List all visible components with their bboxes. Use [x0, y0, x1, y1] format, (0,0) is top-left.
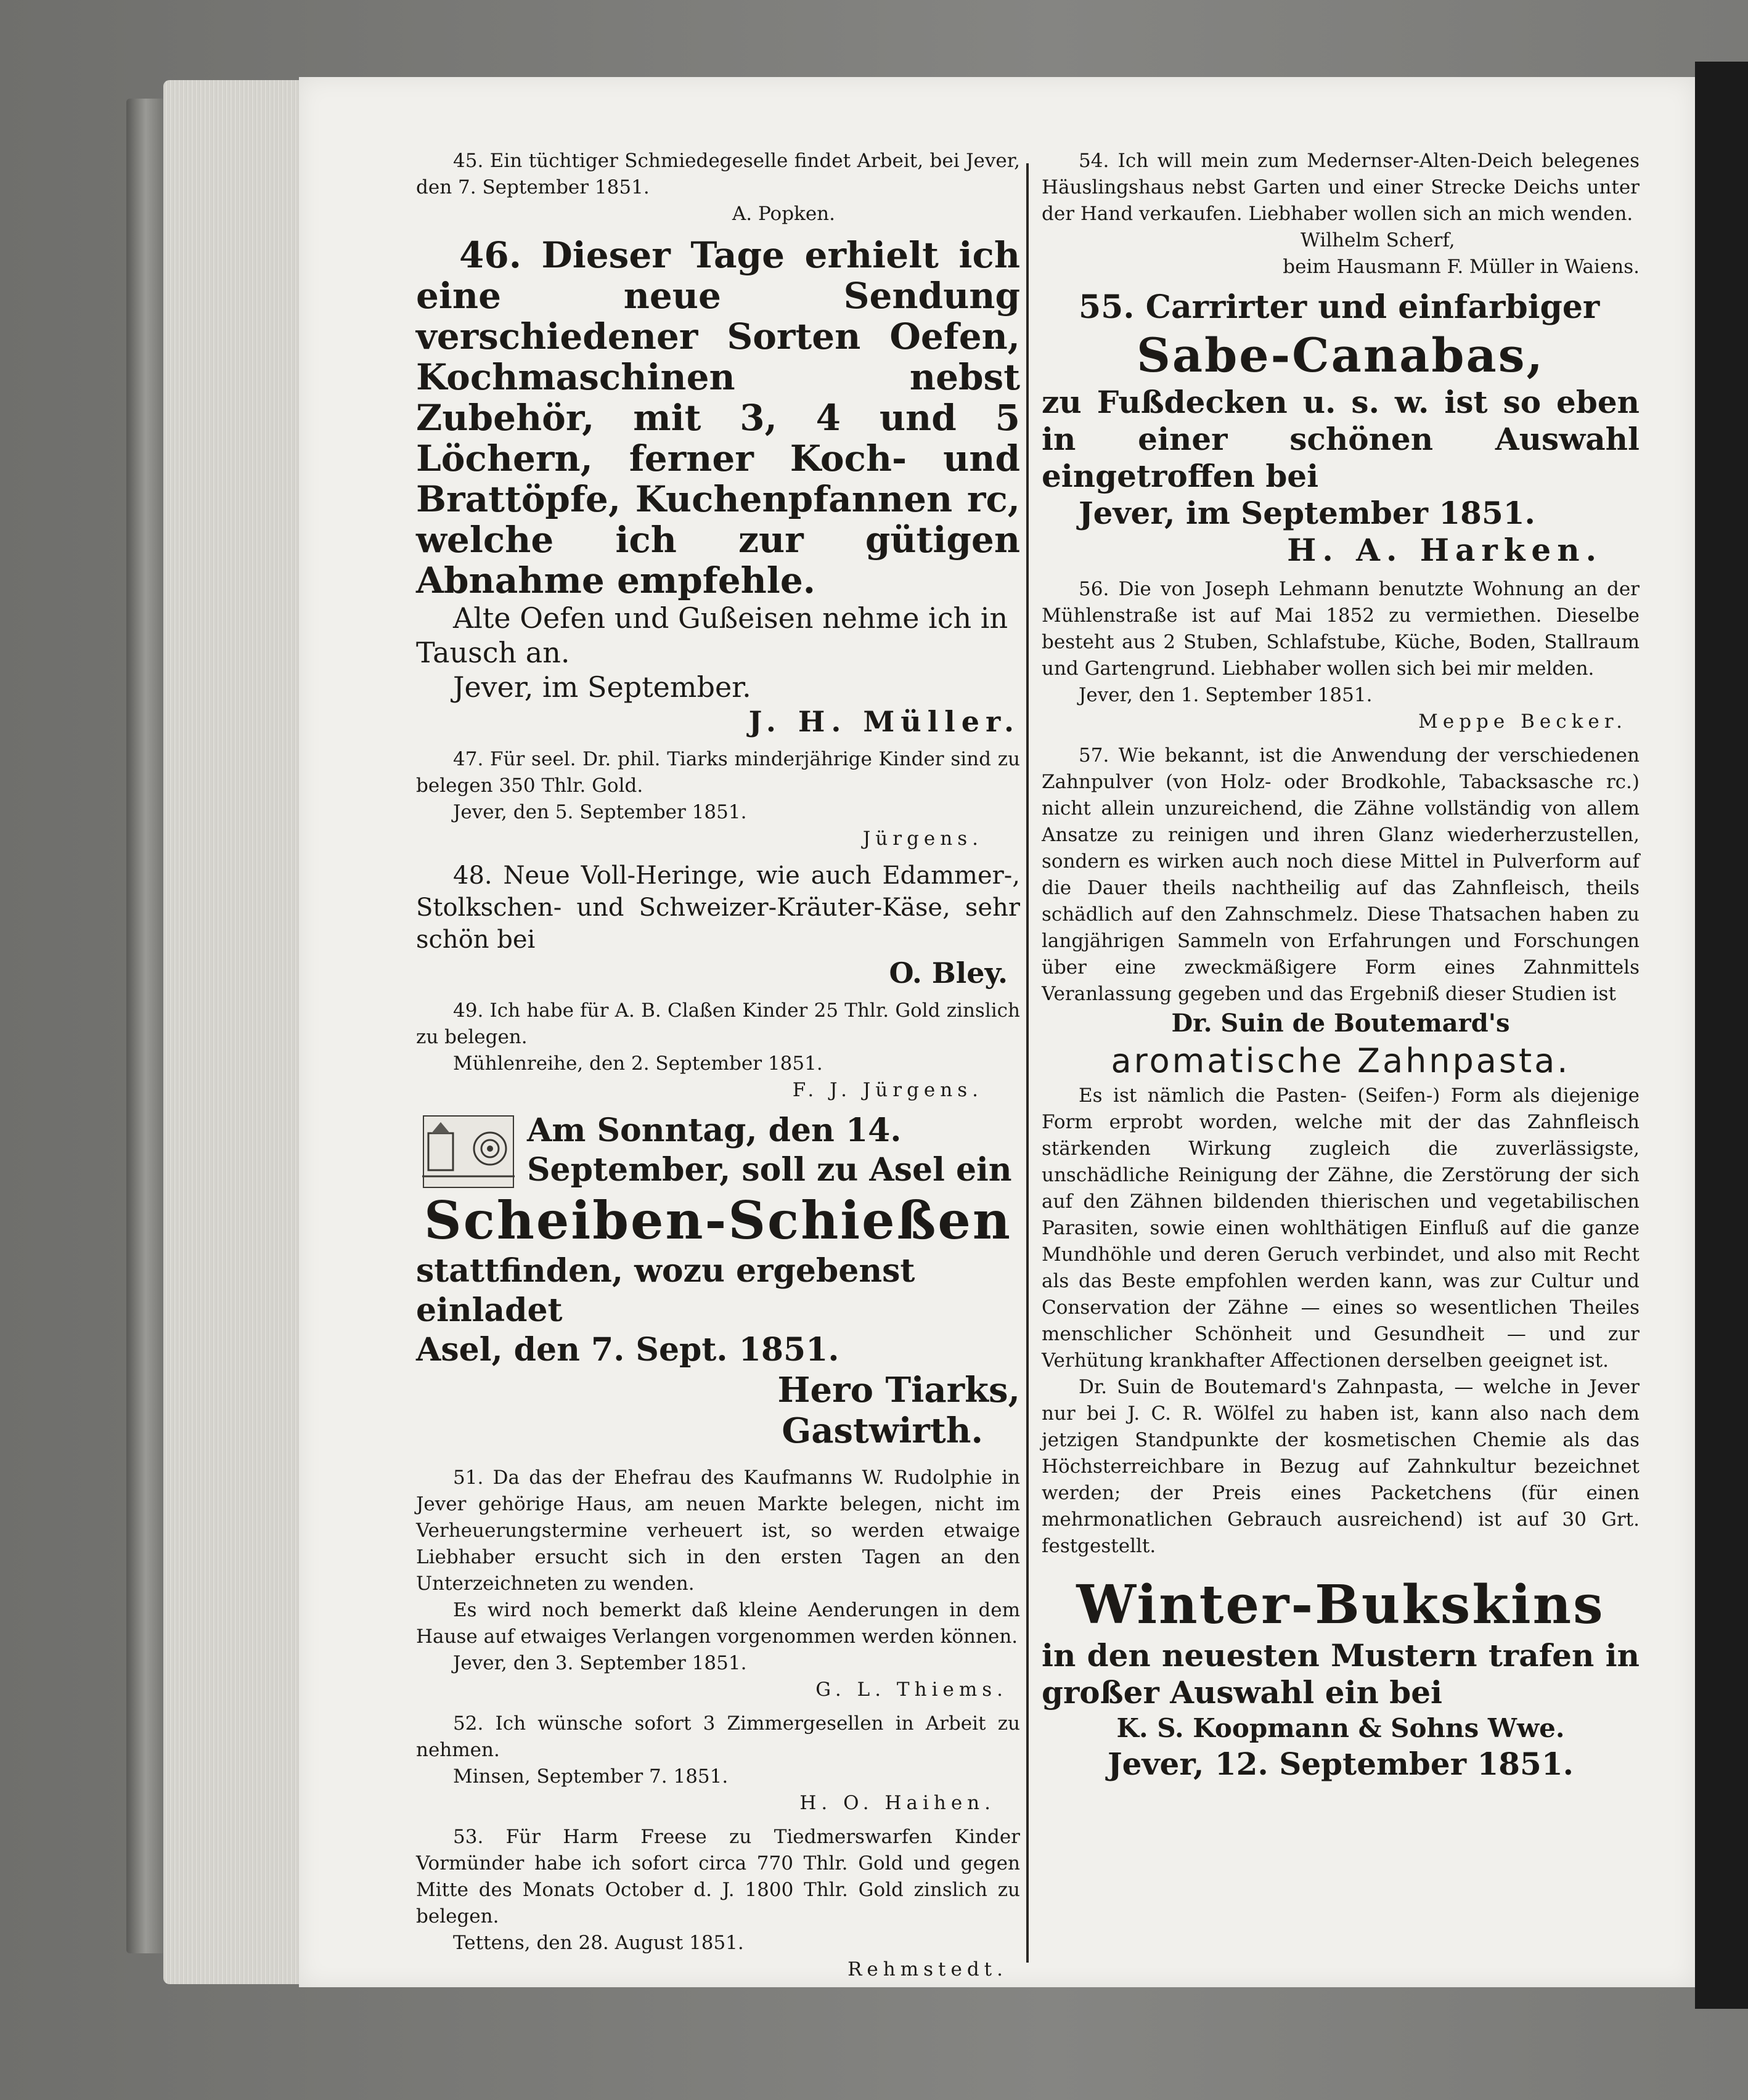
ad-49: [416, 998, 1020, 1104]
ad-56-text: 56. Die von Joseph Lehmann benutzte Wohnung an der Mühlenstraße ist auf Mai 1852 zu vermiethen. Dieselbe besteht aus 2 Stuben, Schlafstube, Küche, Boden, Stallraum und Gartengrund. Liebhaber wollen sich bei mir melden.: [1042, 578, 1640, 680]
ad-52: [416, 1711, 1020, 1817]
ad-57-product-name: Dr. Suin de Boutemard's: [1171, 1009, 1510, 1038]
ad-55: [1042, 288, 1640, 569]
ad-48-text: 48. Neue Voll-Heringe, wie auch Edammer-, Stolkschen- und Schweizer-Kräuter-Käse, sehr schön bei: [416, 861, 1020, 954]
ad-53-text: 53. Für Harm Freese zu Tiedmerswarfen Kinder Vormünder habe ich sofort circa 770 Thlr. Gold und gegen Mitte des Monats October d. J. 1800 Thlr. Gold zinslich zu belegen.: [416, 1826, 1020, 1927]
ad-46-text2: Alte Oefen und Gußeisen nehme ich in Tausch an.: [416, 601, 1008, 669]
newspaper-page: [299, 77, 1695, 1987]
ad-54-signature-location: beim Hausmann F. Müller in Waiens.: [1283, 256, 1640, 278]
ad-46-signature: J. H. Müller.: [748, 705, 1020, 738]
ad-50-signature-title: Gastwirth.: [782, 1410, 983, 1451]
ad-57-text2: Es ist nämlich die Pasten- (Seifen-) Form als diejenige Form erprobt worden, welche mit der das Zahnfleisch stärkenden Wirkung zugleich die zuverlässigste, unschädliche Reinigung der Zähne, die Zerstörung der sich auf den Zähnen bildenden thierischen und vegetabilischen Parasiten, sowie einen wohlthätigen Einfluß auf die ganze Mundhöhle und deren Geruch verbindet, und also mit Recht als das Beste empfohlen werden kann, was zur Cultur und Conservation der Zähne — eines so wesentlichen Theiles menschlicher Schönheit und Gesundheit — und zur Verhütung krankhafter Affectionen derselben geeignet ist.: [1042, 1085, 1640, 1372]
ad-57: [1042, 743, 1640, 1560]
ad-58-signature: K. S. Koopmann & Sohns Wwe.: [1116, 1713, 1565, 1743]
ad-58: [1042, 1573, 1640, 1783]
ad-50: [416, 1111, 1020, 1451]
ad-51-place: Jever, den 3. September 1851.: [453, 1652, 747, 1674]
ad-46-place: Jever, im September.: [453, 670, 751, 704]
ad-51-text2: Es wird noch bemerkt daß kleine Aenderungen in dem Hause auf etwaiges Verlangen vorgenommen werden können.: [416, 1599, 1020, 1648]
ad-50-headline: Scheiben-Schießen: [424, 1190, 1012, 1251]
ad-52-place: Minsen, September 7. 1851.: [453, 1765, 729, 1788]
ad-47-text: 47. Für seel. Dr. phil. Tiarks minderjährige Kinder sind zu belegen 350 Thlr. Gold.: [416, 748, 1020, 797]
ad-48: [416, 860, 1020, 990]
ad-45-signature: A. Popken.: [732, 203, 835, 225]
ad-50-line1: Am Sonntag, den 14. September, soll zu Asel ein: [527, 1112, 1012, 1189]
ad-55-line1: 55. Carrirter und einfarbiger: [1079, 288, 1600, 326]
ad-52-signature: H. O. Haihen.: [799, 1792, 995, 1814]
ad-47-place: Jever, den 5. September 1851.: [453, 801, 747, 823]
ad-50-line3: Asel, den 7. Sept. 1851.: [416, 1331, 839, 1369]
ad-49-place: Mühlenreihe, den 2. September 1851.: [453, 1052, 823, 1075]
ad-58-place: Jever, 12. September 1851.: [1107, 1746, 1574, 1782]
ad-51: [416, 1465, 1020, 1703]
left-column: [416, 148, 1020, 1983]
ad-54-text: 54. Ich will mein zum Medernser-Alten-Deich belegenes Häuslingshaus nebst Garten und einer Strecke Deichs unter der Hand verkaufen. Liebhaber wollen sich an mich wenden.: [1042, 150, 1640, 225]
ad-49-signature: F. J. Jürgens.: [792, 1079, 983, 1101]
ad-54-signature-name: Wilhelm Scherf,: [1301, 229, 1455, 251]
ad-47-signature: Jürgens.: [862, 828, 983, 850]
facing-page-shadow: [1695, 62, 1748, 2009]
ad-58-text: in den neuesten Mustern trafen in großer Auswahl ein bei: [1042, 1637, 1640, 1711]
ad-57-text: 57. Wie bekannt, ist die Anwendung der verschiedenen Zahnpulver (von Holz- oder Brodkohle, Tabacksasche rc.) nicht allein unzureichend, die Zähne vollständig von allem Ansatze zu reinigen und ihren Glanz wiederherzustellen, sondern es wirken auch noch diese Mittel in Pulverform auf die Dauer theils nachtheilig auf das Zahnfleisch, theils schädlich auf den Zahnschmelz. Diese Thatsachen haben zu langjährigen Sammeln von Erfahrungen und Forschungen über eine zweckmäßigere Form eines Zahnmittels Veranlassung gegeben und das Ergebniß dieser Studien ist: [1042, 744, 1640, 1005]
ad-46-text: 46. Dieser Tage erhielt ich eine neue Sendung verschiedener Sorten Oefen, Kochmaschinen nebst Zubehör, mit 3, 4 und 5 Löchern, ferner Koch- und Brattöpfe, Kuchenpfannen rc, welche ich zur gütigen Abnahme empfehle.: [416, 234, 1020, 601]
ad-56: [1042, 576, 1640, 735]
ad-56-signature: Meppe Becker.: [1418, 710, 1627, 733]
ad-58-headline: Winter-Bukskins: [1076, 1574, 1605, 1636]
ad-51-text: 51. Da das der Ehefrau des Kaufmanns W. Rudolphie in Jever gehörige Haus, am neuen Markte belegen, nicht im Verheuerungstermine verheuert ist, so werden etwaige Liebhaber ersucht sich in den ersten Tagen an den Unterzeichneten zu wenden.: [416, 1467, 1020, 1595]
ad-55-text: zu Fußdecken u. s. w. ist so eben in einer schönen Auswahl eingetroffen bei: [1042, 384, 1640, 494]
ad-57-text3: Dr. Suin de Boutemard's Zahnpasta, — welche in Jever nur bei J. C. R. Wölfel zu haben ist, kann also nach dem jetzigen Standpunkte der kosmetischen Chemie als das Höchsterreichbare in Bezug auf Zahnkultur bezeichnet werden; der Preis eines Packetchens (für einen mehrmonatlichen Gebrauch ausreichend) ist auf 30 Grt. festgestellt.: [1042, 1376, 1640, 1557]
ad-53-place: Tettens, den 28. August 1851.: [453, 1932, 744, 1954]
ad-46: [416, 235, 1020, 739]
ad-53: [416, 1824, 1020, 1983]
ad-51-signature: G. L. Thiems.: [815, 1679, 1008, 1701]
ad-53-signature: Rehmstedt.: [847, 1958, 1008, 1980]
ad-45-text: 45. Ein tüchtiger Schmiedegeselle findet Arbeit, bei Jever, den 7. September 1851.: [416, 150, 1020, 198]
ad-56-place: Jever, den 1. September 1851.: [1079, 684, 1373, 706]
ad-55-place: Jever, im September 1851.: [1079, 495, 1535, 531]
ad-49-text: 49. Ich habe für A. B. Claßen Kinder 25 Thlr. Gold zinslich zu belegen.: [416, 999, 1020, 1048]
target-shooting-vignette: [422, 1115, 515, 1189]
ad-48-signature: O. Bley.: [889, 956, 1008, 990]
page-edges: [163, 80, 299, 1984]
ad-50-signature-name: Hero Tiarks,: [777, 1370, 1020, 1410]
column-divider: [1026, 163, 1029, 1963]
ad-50-line2: stattfinden, wozu ergebenst einladet: [416, 1252, 915, 1329]
ad-52-text: 52. Ich wünsche sofort 3 Zimmergesellen in Arbeit zu nehmen.: [416, 1712, 1020, 1761]
ad-57-product-title: aromatische Zahnpasta.: [1111, 1041, 1570, 1080]
ad-55-signature: H. A. Harken.: [1287, 532, 1603, 568]
ad-55-headline: Sabe-Canabas,: [1136, 328, 1545, 383]
ad-47: [416, 746, 1020, 852]
ad-45: [416, 148, 1020, 227]
ad-54: [1042, 148, 1640, 280]
right-column: [1042, 148, 1640, 1783]
